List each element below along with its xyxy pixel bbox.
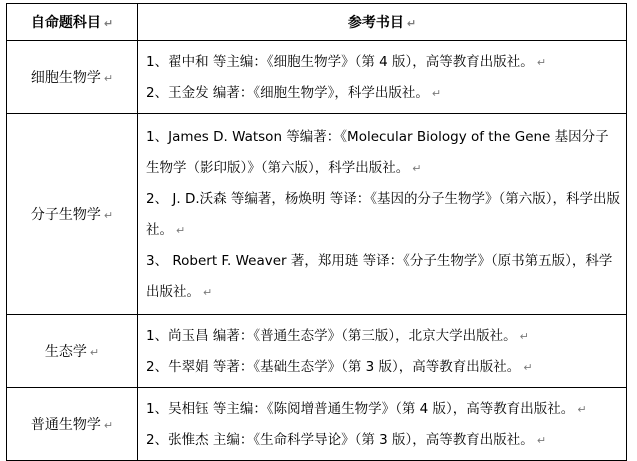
header-books: 参考书目 [347, 15, 404, 31]
reference-table [6, 3, 627, 461]
reference-cell [138, 315, 627, 388]
reference-cell [138, 114, 627, 315]
reference-cell [138, 388, 627, 461]
return-mark: ↵ [103, 209, 114, 222]
subject-cell [7, 114, 138, 315]
return-mark: ↵ [406, 17, 417, 30]
subject-name: 细胞生物学 [30, 70, 101, 86]
subject-cell [7, 41, 138, 114]
reference-entry: 1、James D. Watson 等编著：《Molecular Biology of the Gene 基因分子生物学（影印版）》（第六版），科学出版社。 ↵ [146, 129, 609, 176]
reference-entry: 1、翟中和 等主编：《细胞生物学》（第 4 版），高等教育出版社。 ↵ [146, 54, 547, 70]
table-row [7, 388, 627, 461]
table-row [7, 41, 627, 114]
return-mark: ↵ [103, 419, 114, 432]
subject-name: 生态学 [44, 344, 87, 360]
reference-entry: 2、牛翠娟 等著：《基础生态学》（第 3 版），高等教育出版社。 ↵ [146, 359, 533, 375]
reference-cell [138, 41, 627, 114]
reference-entry: 2、张惟杰 主编：《生命科学导论》（第 3 版），高等教育出版社。 ↵ [146, 432, 547, 448]
reference-entry: 2、王金发 编著：《细胞生物学》，科学出版社。 ↵ [146, 85, 442, 101]
header-subject-cell [7, 4, 138, 41]
table-row [7, 114, 627, 315]
reference-entry: 2、 J. D.沃森 等编著，杨焕明 等译：《基因的分子生物学》（第六版），科学出版社。 ↵ [146, 191, 620, 238]
header-books-cell [138, 4, 627, 41]
subject-cell [7, 388, 138, 461]
return-mark: ↵ [103, 72, 114, 85]
table-header-row [7, 4, 627, 41]
table-row [7, 315, 627, 388]
subject-cell [7, 315, 138, 388]
subject-name: 分子生物学 [30, 207, 101, 223]
reference-entry: 1、吴相钰 等主编：《陈阅增普通生物学》（第 4 版），高等教育出版社。 ↵ [146, 401, 587, 417]
header-subject: 自命题科目 [30, 15, 101, 31]
reference-entry: 3、 Robert F. Weaver 著，郑用琏 等译：《分子生物学》（原书第五版），科学出版社。 ↵ [146, 253, 613, 300]
return-mark: ↵ [89, 346, 100, 359]
return-mark: ↵ [103, 17, 114, 30]
reference-entry: 1、尚玉昌 编著：《普通生态学》（第三版），北京大学出版社。 ↵ [146, 328, 529, 344]
subject-name: 普通生物学 [30, 417, 101, 433]
